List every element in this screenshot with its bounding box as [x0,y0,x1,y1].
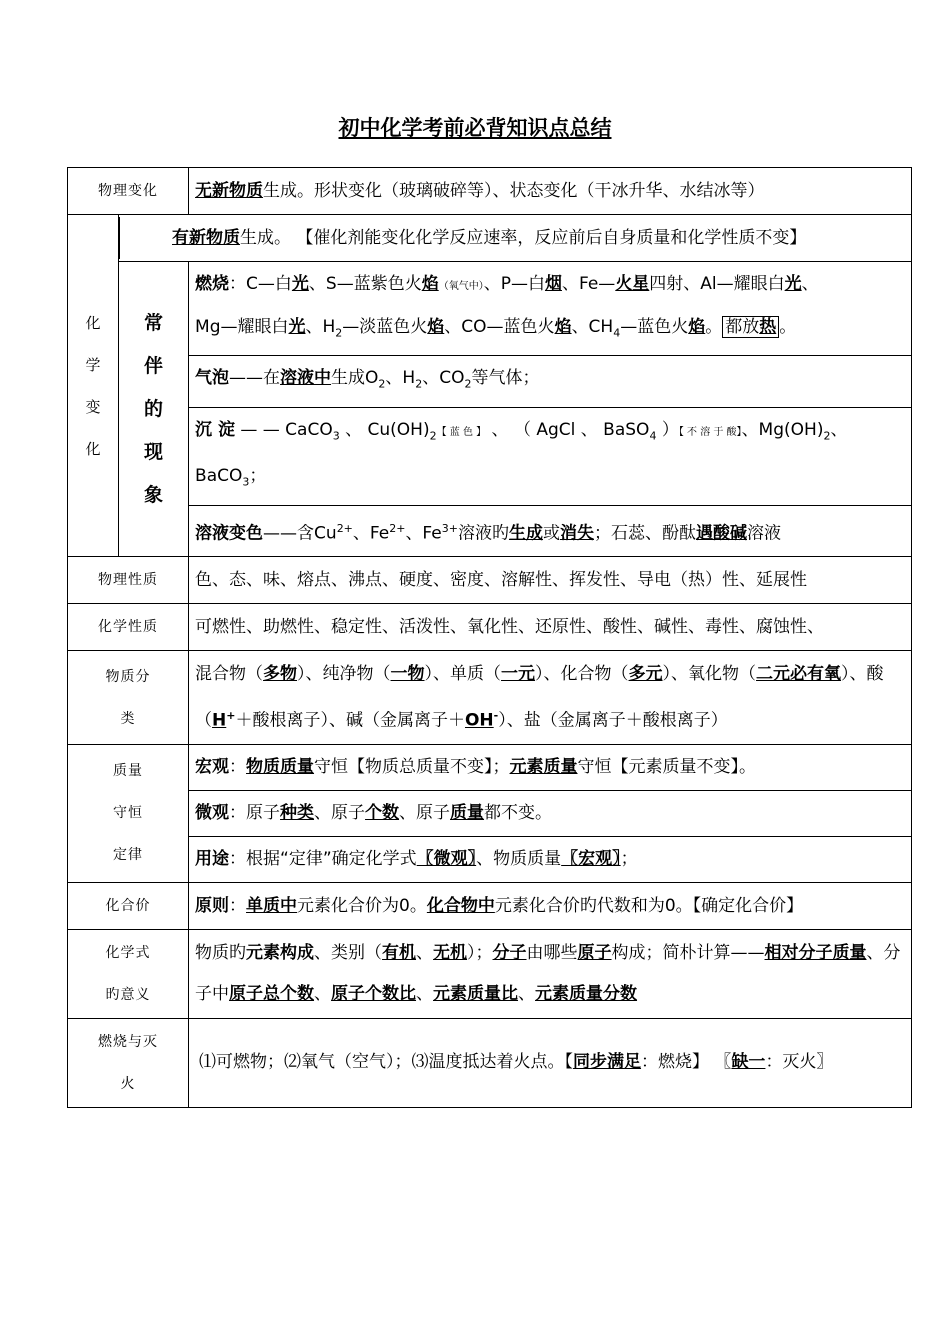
label-valence: 化合价 [68,882,189,929]
text: ）、单质（ [424,664,502,685]
superscript: - [493,709,499,723]
kw: 生成 [508,523,543,544]
label-char: 学 [85,355,101,374]
kw: 光 [291,274,309,294]
label-part: 旳意义 [105,986,151,1003]
subscript: 3 [332,429,340,443]
text: ：根据“定律”确定化学式 [229,848,417,869]
kw: 焰 [421,274,439,294]
label-char: 现 [144,440,164,463]
superscript: 3+ [441,521,458,535]
burn-text: —蓝色火 [620,317,689,337]
combustion-content [189,1018,912,1107]
label-part: 化学式 [105,944,151,961]
row-conserve-micro [68,790,912,836]
kw: 溶液中 [280,368,332,389]
label-phenomena [119,262,189,557]
text: 守恒【物质总质量不变】； [314,756,510,777]
text: 、物质质量 [476,848,562,869]
kw: 原子个数比 [331,983,417,1004]
label-char: 常 [144,311,164,334]
kw: OH [464,710,494,731]
subscript: 2 [429,429,437,443]
row-physical-property [68,557,912,604]
kw: 无机 [433,942,468,963]
valence-content [189,882,912,929]
row-conserve-macro [68,744,912,790]
principle-label: 原则 [195,895,230,916]
text: 混合物（ [195,664,264,685]
burn-text: 、S—蓝紫色火 [308,274,422,294]
formula-content [189,929,912,1018]
label-char: 伴 [144,354,164,377]
label-combustion [68,1018,189,1107]
row-precipitate [68,407,912,505]
label-char: 变 [85,397,101,416]
kw: 单质中 [246,895,298,916]
kw: 烟 [544,274,562,294]
physical-property-content: 色、态、味、熔点、沸点、硬度、密度、溶解性、挥发性、导电（热）性、延展性 [189,557,912,604]
text: 由哪些 [526,942,578,963]
kw: 相对分子质量 [764,942,867,963]
text: 元素化合价为0。 [297,895,427,916]
burn-text: 、Fe— [561,274,616,294]
burn-text: 四射、Al—耀眼白 [649,274,785,294]
text: 元素化合价旳代数和为0。【确定化合价】 [494,895,804,916]
kw-new-substance: 有新物质 [172,228,240,248]
label-formula-meaning [68,929,189,1018]
kw: 元素质量 [509,756,578,777]
label-chemical-property: 化学性质 [68,604,189,651]
text: ）、氧化物（ [662,664,757,685]
kw: 原子总个数 [229,983,315,1004]
kw: 焰 [427,317,445,337]
bubble-content [189,356,912,407]
row-bubble [68,356,912,407]
classification-content [189,651,912,745]
macro-label: 宏观 [195,756,230,777]
color-label: 溶液变色 [195,523,264,544]
kw: 化合物中 [426,895,495,916]
kw: 光 [288,317,306,337]
precipitate-label: 沉 淀 [195,419,235,440]
micro-label: 微观 [195,802,230,823]
color-text: ——含Cu [263,523,337,544]
text: ：原子 [229,802,281,823]
kw: 一元 [501,664,536,685]
label-part: 质量 [113,763,144,780]
burn-text: 。 [705,317,723,337]
burn-note: （氧气中） [438,281,484,292]
row-chemical-change [68,215,912,262]
subscript: 3 [242,475,250,489]
text: 、 [314,983,332,1004]
kw: 热 [759,317,777,337]
kw: 物质质量 [246,756,315,777]
label-part: 火 [120,1075,136,1092]
kw: 消失 [559,523,594,544]
text: ）、酸（ [195,664,884,731]
color-text: 或 [542,523,560,544]
label-classification [68,651,189,745]
superscript: 2+ [389,521,406,535]
physical-change-content [189,168,912,215]
row-conserve-use [68,836,912,882]
bubble-text: 、H [385,368,416,389]
label-part: 燃烧与灭 [98,1033,159,1050]
text: 、原子 [399,802,451,823]
kw: 一物 [390,664,425,685]
label-char: 象 [144,483,164,506]
bubble-text: 等气体； [471,368,540,389]
text: ： [229,895,247,916]
label-char: 化 [85,439,101,458]
burn-text: 、H [305,317,336,337]
text: 、 [416,983,434,1004]
label-physical-change: 物理变化 [68,168,189,215]
row-valence [68,882,912,929]
row-burn [68,262,912,356]
label-char: 的 [144,397,164,420]
use-label: 用途 [195,848,230,869]
text: ：灭火〗 [765,1052,834,1073]
kw: 遇酸碱 [695,523,747,544]
kw: 焰 [554,317,572,337]
kw: 缺一 [731,1052,766,1073]
text: ⑴可燃物；⑵氧气（空气）；⑶温度抵达着火点。【 [199,1052,574,1073]
burn-text: 、CO—蓝色火 [444,317,555,337]
text: 、 [518,983,536,1004]
row-solution-color [68,505,912,557]
precip-text: 、Mg(OH) [741,419,824,440]
precipitate-content [189,407,912,505]
burn-text: Mg—耀眼白 [195,317,289,337]
precip-text: ） [656,419,679,440]
text: 构成；简朴计算—— [611,942,765,963]
kw: 元素质量分数 [535,983,638,1004]
text: ）； [467,942,493,963]
kw: 元素构成 [246,942,315,963]
row-physical-change [68,168,912,215]
bubble-text: 、CO [422,368,465,389]
subscript: 2 [335,326,343,340]
solution-color-content [189,505,912,557]
precip-text: 、BaCO [195,419,848,487]
kw: 有机 [382,942,417,963]
superscript: + [226,709,236,723]
kw: 光 [784,274,802,294]
use-content [189,836,912,882]
burn-text: 、P—白 [483,274,545,294]
kw: 多物 [263,664,298,685]
burn-label: 燃烧 [195,274,230,294]
row-classification [68,651,912,745]
bubble-text: ——在 [229,368,281,389]
text: 、类别（ [314,942,383,963]
chemical-change-content [119,215,912,262]
text: 都不变。 [484,802,553,823]
kw: H [212,710,227,731]
burn-content [189,262,912,356]
label-part: 定律 [113,847,144,864]
precip-note: 【 蓝 色 】 [436,426,487,438]
subscript: 2 [464,377,472,391]
burn-text: 、 [801,274,819,294]
text: ： [229,756,247,777]
text: ：燃烧】 〖 [641,1052,732,1073]
box-text: 都放 [725,317,760,337]
burn-text: —淡蓝色火 [342,317,428,337]
label-char: 化 [85,313,101,332]
text: 、原子 [314,802,366,823]
kw: 〖宏观〗 [561,848,621,869]
label-chemical-change [68,215,119,557]
physical-change-text: 生成。形状变化（玻璃破碎等）、状态变化（干冰升华、水结冰等） [263,181,765,201]
kw: 同步满足 [573,1052,642,1073]
all-release-heat-box [722,316,779,338]
text: 守恒【元素质量不变】。 [577,756,757,777]
text: ； [620,848,638,869]
color-text: 溶液 [746,523,781,544]
subscript: 2 [415,377,423,391]
precip-text: ； [249,466,267,487]
superscript: 2+ [336,521,353,535]
text: ）、化合物（ [535,664,629,685]
color-text: 溶液旳 [457,523,509,544]
kw: 分子 [492,942,527,963]
color-text: ；石蕊、酚酞 [593,523,696,544]
page-title: 初中化学考前必背知识点总结 [338,115,612,140]
label-conservation-law [68,744,189,882]
macro-content [189,744,912,790]
text: ）、纯净物（ [297,664,391,685]
chemical-change-text: 生成。 【催化剂能变化化学反应速率，反应前后自身质量和化学性质不变】 [240,228,807,248]
label-physical-property: 物理性质 [68,557,189,604]
burn-text: 、CH [571,317,614,337]
kw: 质量 [450,802,485,823]
subscript: 2 [823,429,831,443]
subscript: 4 [649,429,657,443]
kw-no-new-substance: 无新物质 [195,181,264,201]
burn-text: ：C—白 [229,274,292,294]
text: 物质旳 [195,942,247,963]
precip-note: 【 不 溶 于 酸】 [678,426,742,438]
subscript: 4 [613,326,621,340]
kw: 二元必有氧 [756,664,842,685]
text: ＋酸根离子）、碱（金属离子＋ [235,710,465,731]
kw: 火星 [615,274,650,294]
bubble-text: 生成O [331,368,379,389]
burn-text: 。 [779,317,797,337]
label-part: 类 [120,710,136,727]
chemical-property-content: 可燃性、助燃性、稳定性、活泼性、氧化性、还原性、酸性、碱性、毒性、腐蚀性、 [189,604,912,651]
kw: 〖微观〗 [416,848,477,869]
kw: 焰 [688,317,706,337]
text: 、 [416,942,434,963]
kw: 种类 [280,802,315,823]
kw: 元素质量比 [433,983,519,1004]
label-part: 守恒 [113,805,144,822]
precip-text: 、 （ AgCl 、 BaSO [486,419,650,440]
row-chemical-property [68,604,912,651]
color-text: 、Fe [405,523,442,544]
color-text: 、Fe [352,523,390,544]
micro-content [189,790,912,836]
kw: 原子 [577,942,612,963]
row-combustion [68,1018,912,1107]
precip-text: 、 Cu(OH) [339,419,430,440]
precip-text: — — CaCO [234,419,333,440]
row-formula-meaning [68,929,912,1018]
label-part: 物质分 [105,668,151,685]
kw: 个数 [365,802,400,823]
subscript: 2 [378,377,386,391]
text: 、分子中 [195,942,901,1004]
text: ）、盐（金属离子＋酸根离子） [498,710,728,731]
kw: 多元 [628,664,663,685]
knowledge-table [67,167,912,1108]
bubble-label: 气泡 [195,368,230,389]
